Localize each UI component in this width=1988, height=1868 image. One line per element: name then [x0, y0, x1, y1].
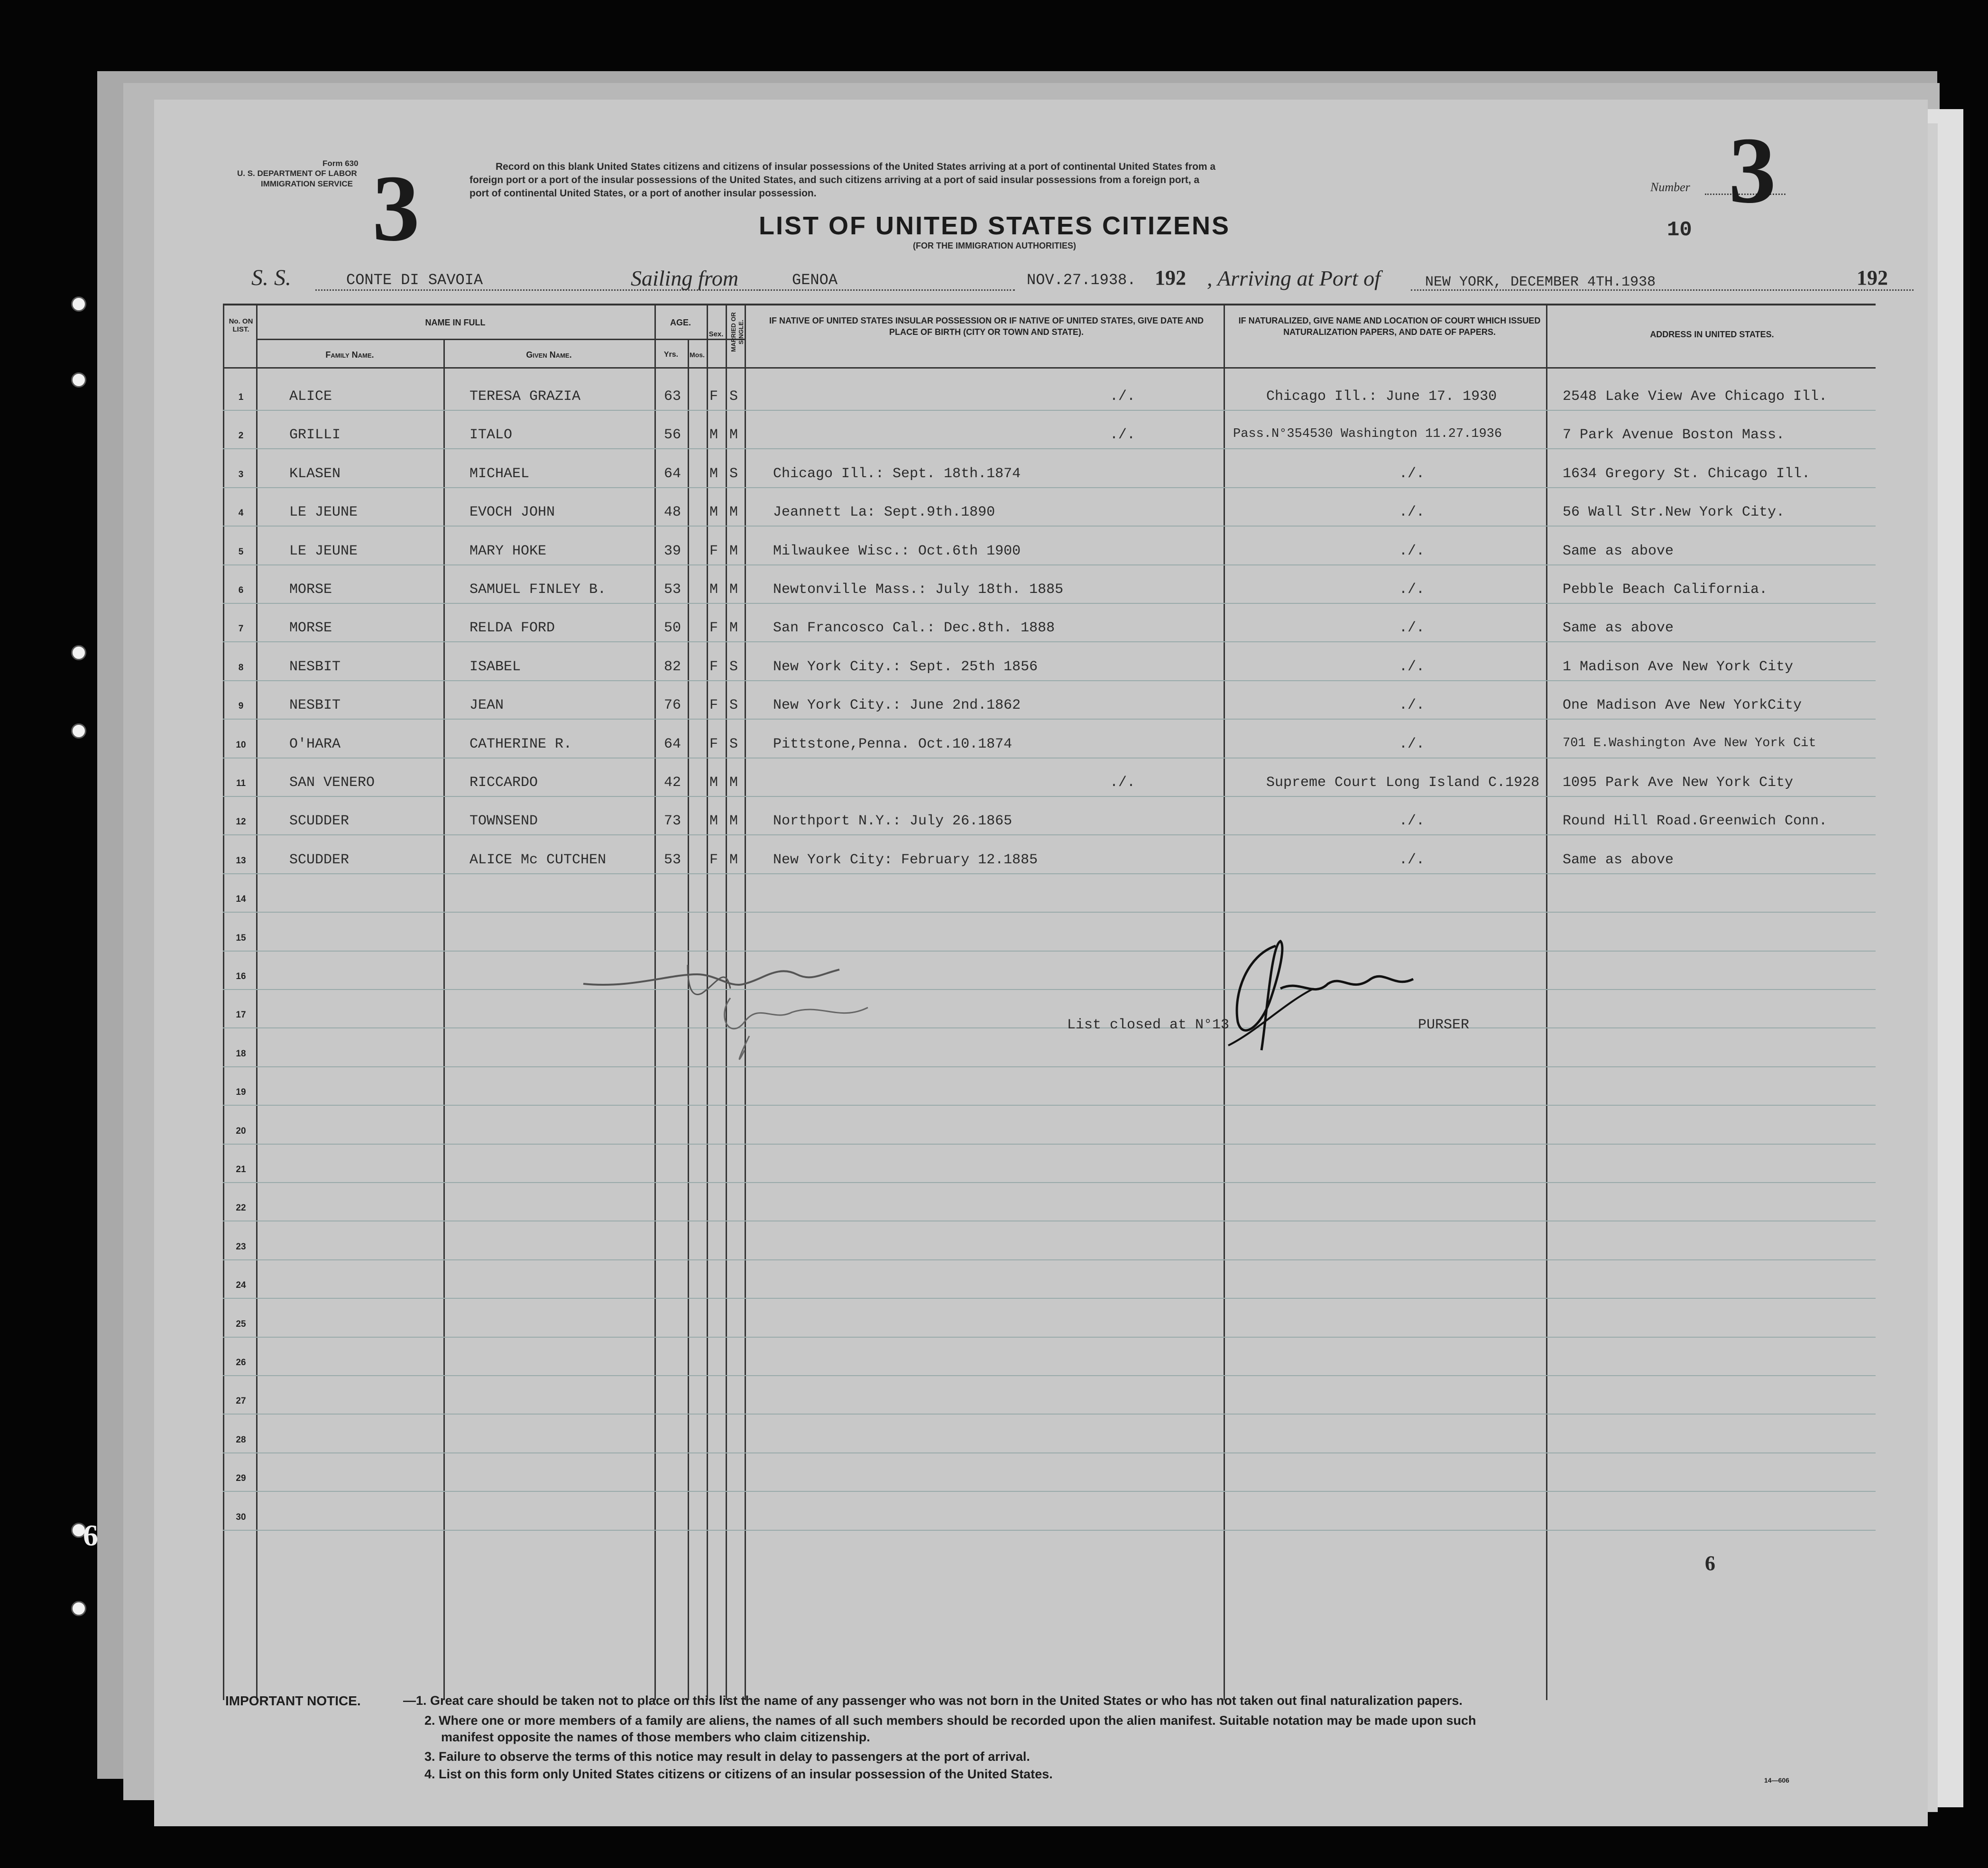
us-address: Same as above [1563, 543, 1674, 559]
sex: F [709, 697, 718, 714]
page-subtitle: (FOR THE IMMIGRATION AUTHORITIES) [913, 241, 1076, 250]
header-name-in-full: NAME IN FULL [425, 318, 486, 327]
department-name: U. S. DEPARTMENT OF LABOR [237, 169, 357, 178]
sheet-number: 10 [1667, 218, 1692, 242]
row-number: 29 [236, 1473, 246, 1484]
row-number: 1 [238, 392, 244, 402]
marital-status: M [729, 543, 738, 559]
row-rule [223, 1027, 1876, 1028]
row-rule [223, 912, 1876, 913]
number-label: Number [1650, 180, 1690, 194]
purser-label: PURSER [1418, 1017, 1470, 1033]
row-rule [223, 1105, 1876, 1106]
row-number: 23 [236, 1241, 246, 1252]
row-number: 18 [236, 1048, 246, 1059]
given-name: RELDA FORD [469, 620, 555, 637]
row-number: 11 [236, 778, 246, 788]
manifest-page [83, 100, 1928, 1826]
row-number: 9 [238, 701, 244, 712]
us-address: 7 Park Avenue Boston Mass. [1563, 427, 1785, 444]
birthplace-date: New York City.: Sept. 25th 1856 [773, 658, 1038, 675]
family-name: SAN VENERO [289, 775, 375, 791]
notice-item-2-cont: manifest opposite the names of those members who claim citizenship. [441, 1730, 870, 1744]
marital-status: M [729, 504, 738, 521]
birthplace-date: Northport N.Y.: July 26.1865 [773, 813, 1012, 830]
family-name: GRILLI [289, 427, 341, 444]
instructions-line-3: port of continental United States, or a port of another insular possession. [469, 188, 817, 199]
family-name: LE JEUNE [289, 543, 358, 559]
age-years: 64 [664, 736, 681, 752]
us-address: One Madison Ave New YorkCity [1563, 697, 1802, 714]
row-number: 26 [236, 1358, 246, 1368]
given-name: ITALO [469, 427, 513, 444]
date-from: NOV.27.1938. [1027, 271, 1136, 289]
marital-status: S [729, 697, 738, 714]
row-rule [223, 564, 1876, 565]
sex: M [709, 427, 718, 444]
row-rule [223, 1182, 1876, 1183]
row-rule [223, 796, 1876, 797]
header-married: MARRIED OR SINGLE. [730, 312, 745, 352]
header-sex: Sex. [709, 330, 724, 338]
birthplace-date: ./. [1110, 427, 1136, 444]
family-name: SCUDDER [289, 813, 350, 830]
sex: M [709, 775, 718, 791]
given-name: MICHAEL [469, 465, 530, 482]
sailing-label: Sailing from [631, 266, 739, 290]
header-no: No. ON LIST. [229, 317, 253, 333]
birthplace-date: Milwaukee Wisc.: Oct.6th 1900 [773, 543, 1021, 559]
row-number: 14 [236, 894, 246, 905]
row-number: 6 [238, 585, 244, 595]
year-print-2: 192 [1857, 266, 1888, 289]
left-margin-mark: 6 [83, 1518, 98, 1552]
row-number: 13 [236, 855, 246, 866]
header-bottom [223, 367, 1876, 369]
notice-item-2: 2. Where one or more members of a family are aliens, the names of all such members should be recorded upon the alien manifest. Suitable notation may be made upon such [424, 1713, 1476, 1728]
given-name: MARY HOKE [469, 543, 547, 559]
row-number: 28 [236, 1434, 246, 1445]
header-subdivider [256, 339, 745, 340]
sex: M [709, 465, 718, 482]
sex: F [709, 658, 718, 675]
sex: F [709, 543, 718, 559]
sex: F [709, 620, 718, 637]
port-from: GENOA [792, 271, 838, 289]
naturalization: ./. [1399, 851, 1425, 868]
family-name: O'HARA [289, 736, 341, 752]
family-name: MORSE [289, 582, 332, 598]
purser-signature [1219, 927, 1446, 1069]
age-years: 64 [664, 465, 681, 482]
binder-hole [71, 1601, 86, 1616]
naturalization: Supreme Court Long Island C.1928 [1266, 775, 1540, 791]
family-name: NESBIT [289, 658, 341, 675]
marital-status: M [729, 851, 738, 868]
given-name: SAMUEL FINLEY B. [469, 582, 607, 598]
us-address: Same as above [1563, 620, 1674, 637]
us-address: 1095 Park Ave New York City [1563, 775, 1794, 791]
ship-name: CONTE DI SAVOIA [346, 271, 483, 289]
header-birth: IF NATIVE OF UNITED STATES INSULAR POSSESSION OR IF NATIVE OF UNITED STATES, GIVE DATE AND PLACE OF BIRTH (CITY OR TOWN AND STATE). [769, 316, 1204, 337]
age-years: 56 [664, 427, 681, 444]
row-number: 12 [236, 817, 246, 827]
age-years: 76 [664, 697, 681, 714]
marital-status: M [729, 620, 738, 637]
family-name: SCUDDER [289, 851, 350, 868]
marital-status: M [729, 582, 738, 598]
birthplace-date: Jeannett La: Sept.9th.1890 [773, 504, 995, 521]
port-underline [759, 289, 1015, 291]
naturalization: ./. [1399, 736, 1425, 752]
us-address: Round Hill Road.Greenwich Conn. [1563, 813, 1828, 830]
sex: M [709, 504, 718, 521]
naturalization: Chicago Ill.: June 17. 1930 [1266, 388, 1497, 405]
age-years: 42 [664, 775, 681, 791]
sex: F [709, 388, 718, 405]
naturalization: ./. [1399, 697, 1425, 714]
naturalization: ./. [1399, 620, 1425, 637]
us-address: 1634 Gregory St. Chicago Ill. [1563, 465, 1811, 482]
arriving-label: , Arriving at Port of [1207, 266, 1381, 290]
header-age: AGE. [670, 318, 691, 327]
us-address: 2548 Lake View Ave Chicago Ill. [1563, 388, 1828, 405]
given-name: ALICE Mc CUTCHEN [469, 851, 607, 868]
row-rule [223, 1491, 1876, 1492]
row-number: 24 [236, 1280, 246, 1291]
marital-status: M [729, 775, 738, 791]
header-family-name: Family Name. [325, 350, 374, 360]
row-rule [223, 1375, 1876, 1376]
marital-status: S [729, 465, 738, 482]
row-rule [223, 951, 1876, 952]
age-years: 50 [664, 620, 681, 637]
binder-hole [71, 372, 86, 388]
marital-status: M [729, 813, 738, 830]
row-rule [223, 1530, 1876, 1531]
header-address: ADDRESS IN UNITED STATES. [1650, 330, 1774, 339]
family-name: NESBIT [289, 697, 341, 714]
sex: F [709, 851, 718, 868]
header-mos: Mos. [690, 351, 705, 359]
birthplace-date: ./. [1110, 388, 1136, 405]
row-rule [223, 680, 1876, 681]
naturalization: ./. [1399, 504, 1425, 521]
row-number: 25 [236, 1319, 246, 1329]
row-number: 19 [236, 1087, 246, 1098]
handwritten-signatures [574, 946, 887, 1069]
ss-label: S. S. [251, 265, 291, 290]
row-number: 5 [238, 546, 244, 557]
row-rule [223, 1259, 1876, 1260]
row-number: 2 [238, 431, 244, 441]
row-rule [223, 448, 1876, 449]
big-number-right: 3 [1729, 118, 1776, 223]
row-number: 16 [236, 971, 246, 981]
age-years: 48 [664, 504, 681, 521]
row-number: 30 [236, 1512, 246, 1522]
binder-hole [71, 723, 86, 739]
sex: F [709, 736, 718, 752]
row-number: 3 [238, 469, 244, 480]
header-given-name: Given Name. [526, 350, 572, 360]
row-number: 4 [238, 508, 244, 518]
us-address: Same as above [1563, 851, 1674, 868]
given-name: CATHERINE R. [469, 736, 572, 752]
age-years: 39 [664, 543, 681, 559]
instructions-line-1: Record on this blank United States citizens and citizens of insular possessions of the United States arriving at a port of continental United States from a [496, 161, 1216, 172]
row-rule [223, 1144, 1876, 1145]
given-name: EVOCH JOHN [469, 504, 555, 521]
row-rule [223, 719, 1876, 720]
row-rule [223, 834, 1876, 835]
row-number: 17 [236, 1010, 246, 1020]
port-to-underline [1411, 289, 1914, 291]
row-number: 7 [238, 624, 244, 634]
naturalization: ./. [1399, 465, 1425, 482]
given-name: RICCARDO [469, 775, 538, 791]
us-address: Pebble Beach California. [1563, 582, 1768, 598]
service-name: IMMIGRATION SERVICE [261, 179, 353, 188]
row-rule [223, 1298, 1876, 1299]
given-name: ISABEL [469, 658, 521, 675]
header-naturalized: IF NATURALIZED, GIVE NAME AND LOCATION OF COURT WHICH ISSUED NATURALIZATION PAPERS, AND DATE OF PAPERS. [1238, 316, 1541, 337]
row-rule [223, 1066, 1876, 1067]
row-number: 10 [236, 740, 246, 750]
row-rule [223, 487, 1876, 488]
row-rule [223, 873, 1876, 874]
naturalization: ./. [1399, 543, 1425, 559]
marital-status: S [729, 658, 738, 675]
given-name: JEAN [469, 697, 504, 714]
given-name: TOWNSEND [469, 813, 538, 830]
family-name: KLASEN [289, 465, 341, 482]
binder-hole [71, 296, 86, 312]
instructions-line-2: foreign port or a port of the insular possessions of the United States, and such citizens arriving at a port of said insular possessions from a foreign port, a [469, 175, 1200, 185]
notice-item-3: 3. Failure to observe the terms of this notice may result in delay to passengers at the port of arrival. [424, 1749, 1030, 1764]
row-number: 20 [236, 1126, 246, 1136]
row-number: 8 [238, 662, 244, 673]
family-name: MORSE [289, 620, 332, 637]
us-address: 1 Madison Ave New York City [1563, 658, 1794, 675]
us-address: 56 Wall Str.New York City. [1563, 504, 1785, 521]
naturalization: Pass.N°354530 Washington 11.27.1936 [1233, 427, 1502, 442]
list-closed-text: List closed at N°13 [1067, 1017, 1230, 1033]
naturalization: ./. [1399, 658, 1425, 675]
marital-status: M [729, 427, 738, 444]
family-name: ALICE [289, 388, 332, 405]
age-years: 63 [664, 388, 681, 405]
page-title: LIST OF UNITED STATES CITIZENS [759, 212, 1230, 240]
row-number: 15 [236, 933, 246, 943]
row-rule [223, 1452, 1876, 1453]
row-rule [223, 989, 1876, 990]
row-rule [223, 641, 1876, 642]
row-number: 21 [236, 1165, 246, 1174]
port-to: NEW YORK, DECEMBER 4TH.1938 [1425, 274, 1656, 290]
birthplace-date: New York City: February 12.1885 [773, 851, 1038, 868]
marital-status: S [729, 736, 738, 752]
row-rule [223, 526, 1876, 527]
binder-hole [71, 645, 86, 660]
naturalization: ./. [1399, 813, 1425, 830]
big-number-left: 3 [372, 156, 420, 261]
age-years: 53 [664, 851, 681, 868]
age-years: 53 [664, 582, 681, 598]
given-name: TERESA GRAZIA [469, 388, 581, 405]
notice-heading: IMPORTANT NOTICE. [225, 1693, 361, 1708]
row-rule [223, 603, 1876, 604]
birthplace-date: San Francosco Cal.: Dec.8th. 1888 [773, 620, 1055, 637]
row-number: 22 [236, 1203, 246, 1213]
right-margin-mark: 6 [1705, 1552, 1715, 1575]
age-years: 82 [664, 658, 681, 675]
sex: M [709, 582, 718, 598]
marital-status: S [729, 388, 738, 405]
form-number: Form 630 [322, 159, 359, 168]
row-number: 27 [236, 1396, 246, 1406]
naturalization: ./. [1399, 582, 1425, 598]
birthplace-date: Pittstone,Penna. Oct.10.1874 [773, 736, 1012, 752]
row-rule [223, 1337, 1876, 1338]
header-yrs: Yrs. [663, 351, 679, 359]
family-name: LE JEUNE [289, 504, 358, 521]
birthplace-date: ./. [1110, 775, 1136, 791]
birthplace-date: Newtonville Mass.: July 18th. 1885 [773, 582, 1064, 598]
col-divider [443, 339, 445, 1700]
row-rule [223, 410, 1876, 411]
citizens-table [223, 304, 1876, 1700]
age-years: 73 [664, 813, 681, 830]
notice-item-1: —1. Great care should be taken not to place on this list the name of any passenger who was not born in the United States or who has not taken out final naturalization papers. [403, 1693, 1463, 1708]
form-code: 14—606 [1764, 1776, 1789, 1784]
notice-item-4: 4. List on this form only United States citizens or citizens of an insular possession of the United States. [424, 1767, 1053, 1781]
us-address: 701 E.Washington Ave New York Cit [1563, 736, 1816, 750]
row-rule [223, 1414, 1876, 1415]
birthplace-date: New York City.: June 2nd.1862 [773, 697, 1021, 714]
year-print-1: 192 [1155, 266, 1186, 289]
birthplace-date: Chicago Ill.: Sept. 18th.1874 [773, 465, 1021, 482]
sex: M [709, 813, 718, 830]
